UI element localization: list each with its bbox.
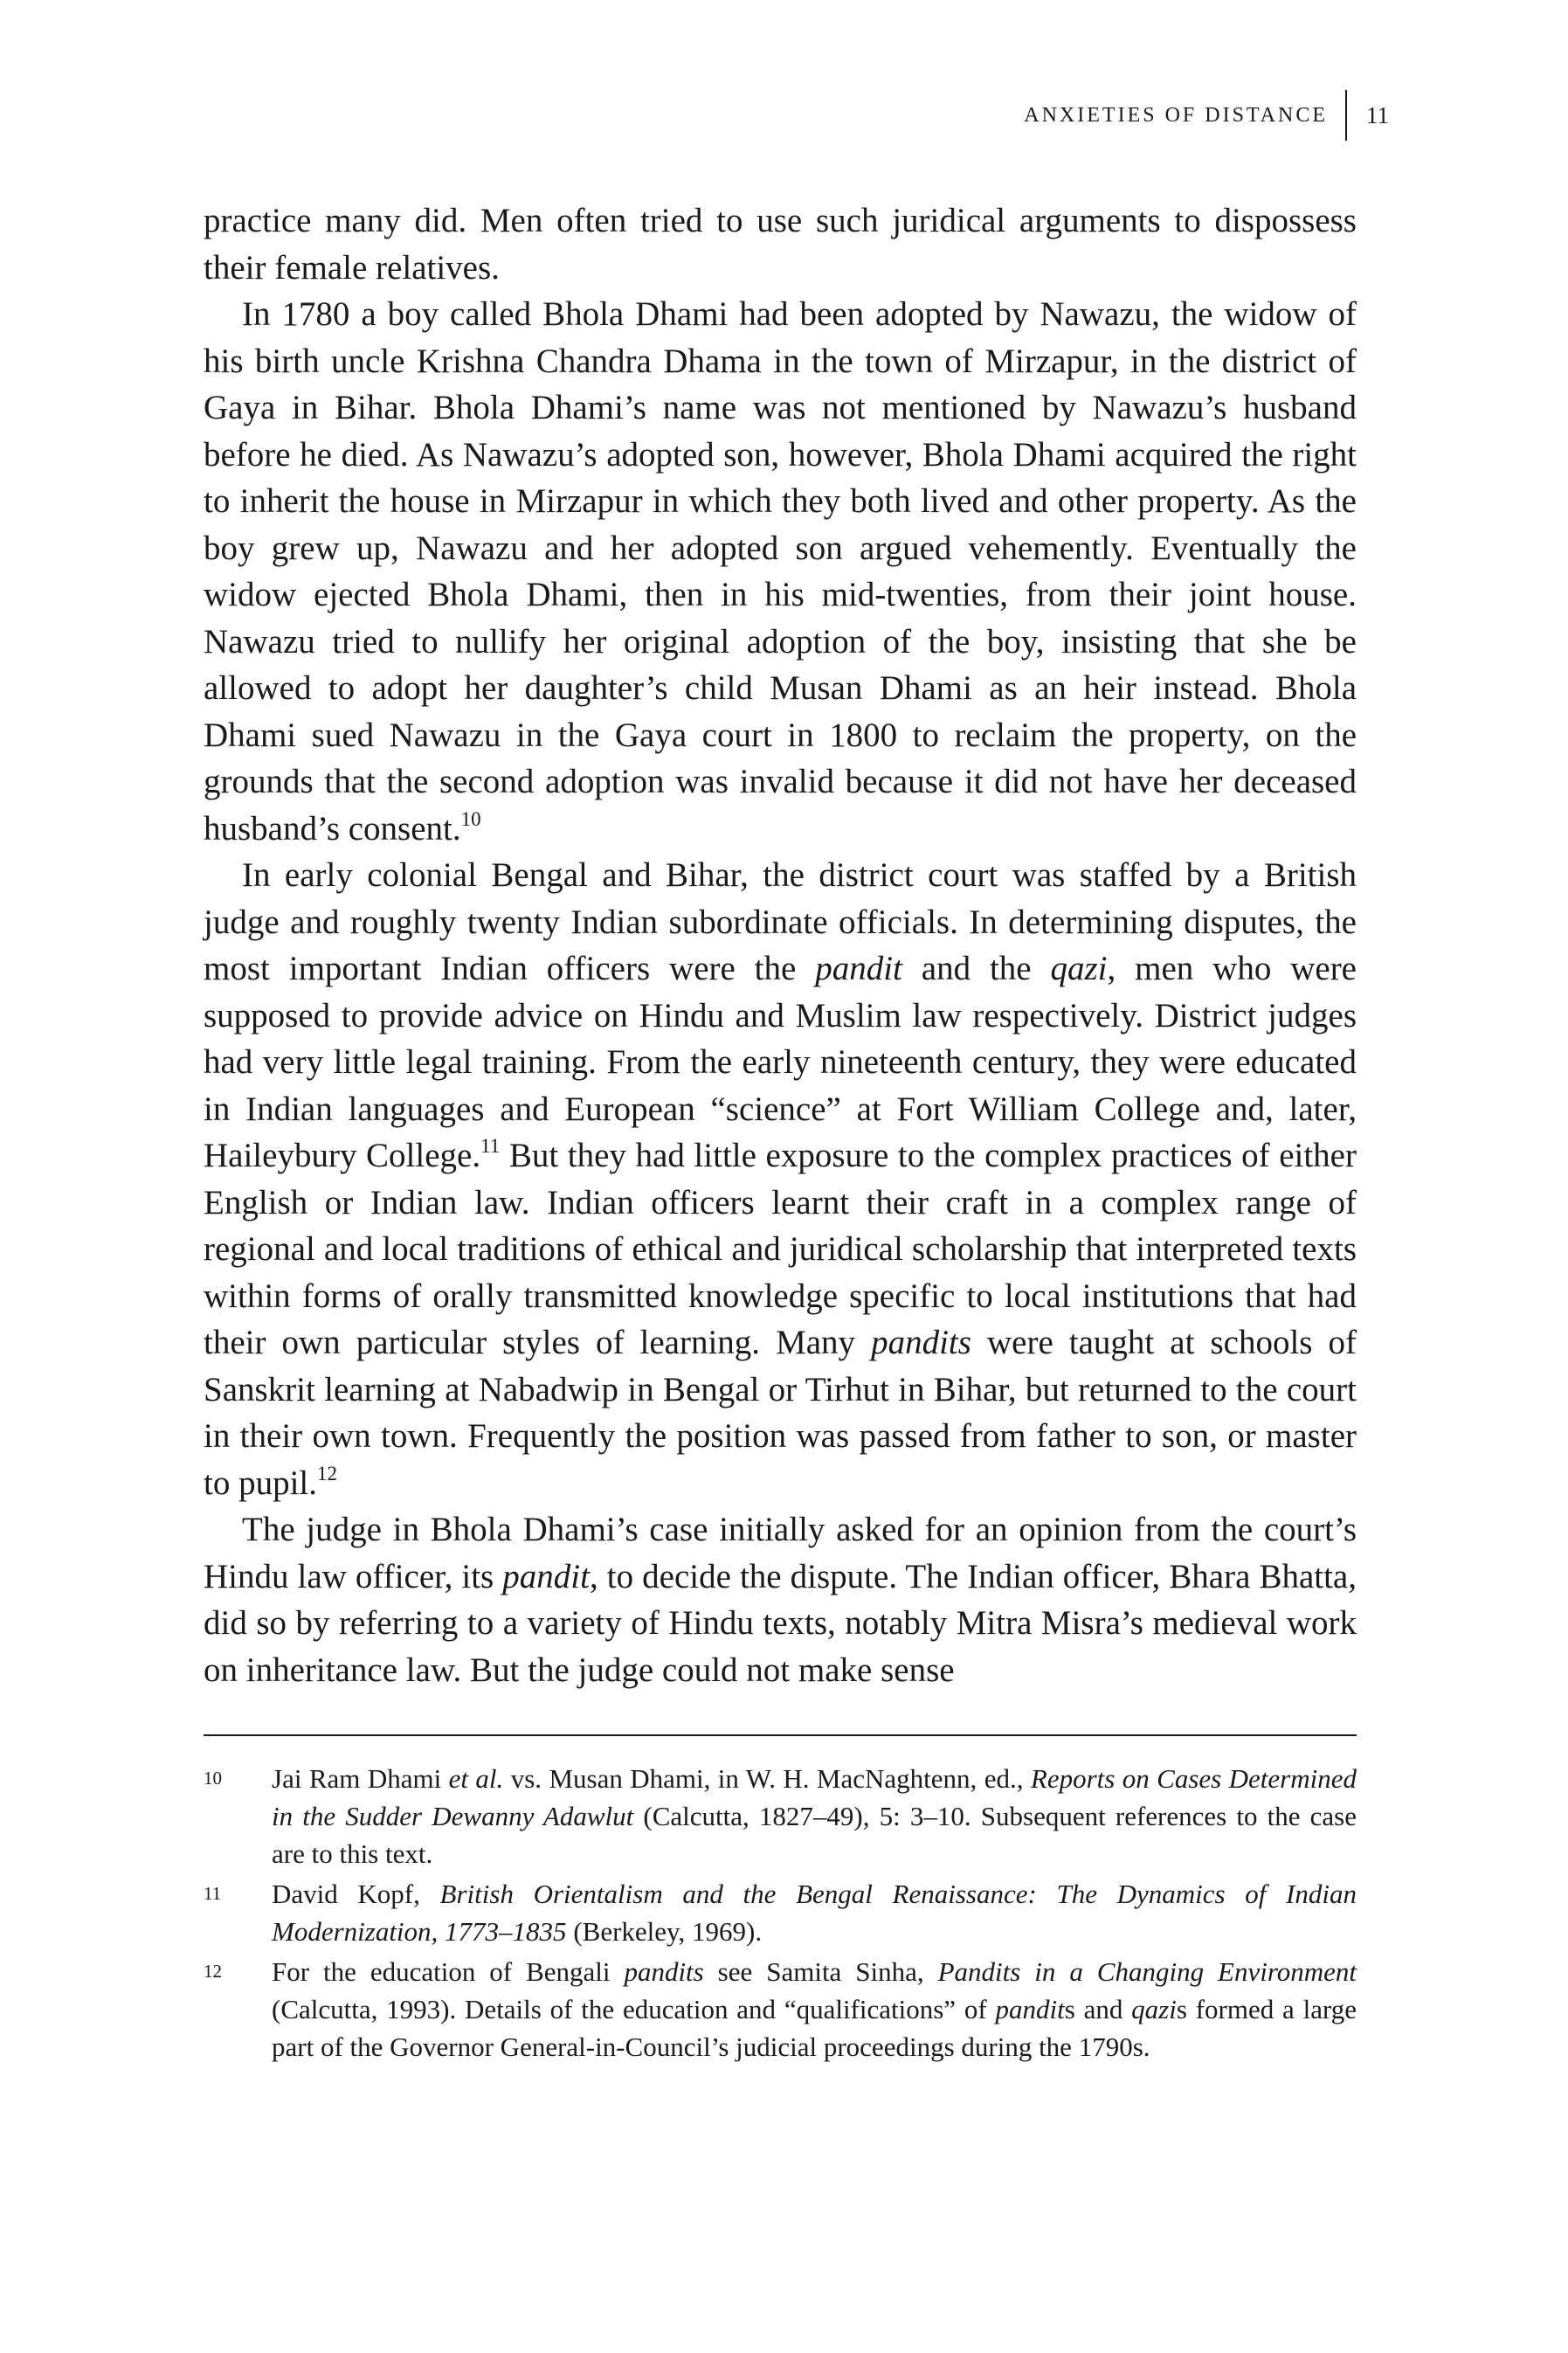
footnote-number: 10 — [204, 1768, 222, 1789]
footnote-10 — [204, 1760, 1357, 1872]
footnote-text: For the education of Bengali pandits see Samita Sinha, Pandits in a Changing Environment (Calcutta, 1993). Details of the education and “qualifications” of pandits and qazis formed a large part of the Governor General-in-Council’s judicial proceedings during the 1790s. — [272, 1956, 1357, 2062]
paragraph-3 — [204, 852, 1357, 1506]
footnote-text: David Kopf, British Orientalism and the Bengal Renaissance: The Dynamics of Indian Modernization, 1773–1835 (Berkeley, 1969). — [272, 1879, 1357, 1947]
paragraph-text: , to decide the dispute. The Indian officer, Bhara Bhatta, did so by referring to a variety of Hindu texts, notably Mitra Misra’s medieval work on inheritance law. But the judge could not make sense — [204, 1557, 1357, 1689]
footnote-number: 12 — [204, 1961, 222, 1982]
footnote-separator — [204, 1734, 1357, 1736]
italic-term: pandits — [871, 1324, 971, 1361]
paragraph-1 — [204, 197, 1357, 291]
footnote-12 — [204, 1953, 1357, 2066]
footnotes — [204, 1760, 1357, 2068]
paragraph-2 — [204, 291, 1357, 852]
paragraph-text: The judge in Bhola Dhami’s case initially asked for an opinion from the court’s Hindu law officer, its — [204, 1511, 1357, 1595]
footnote-ref-10[interactable]: 10 — [460, 807, 481, 830]
paragraph-4 — [204, 1506, 1357, 1693]
running-title: ANXIETIES OF DISTANCE — [1024, 103, 1328, 127]
body-text — [204, 197, 1357, 1693]
footnote-ref-12[interactable]: 12 — [317, 1462, 338, 1484]
paragraph-text: But they had little exposure to the complex practices of either English or Indian law. Indian officers learnt their craft in a complex range of regional and local traditions of ethical and juridical scholarship that interpreted texts within forms of orally transmitted knowledge specific to local institutions that had their own particular styles of learning. Many — [204, 1137, 1357, 1361]
paragraph-text: In early colonial Bengal and Bihar, the district court was staffed by a British judge and roughly twenty Indian subordinate officials. In determining disputes, the most important Indian officers were the — [204, 856, 1357, 987]
paragraph-text: In 1780 a boy called Bhola Dhami had been adopted by Nawazu, the widow of his birth uncle Krishna Chandra Dhama in the town of Mirzapur, in the district of Gaya in Bihar. Bhola Dhami’s name was not mentioned by Nawazu’s husband before he died. As Nawazu’s adopted son, however, Bhola Dhami acquired the right to inherit the house in Mirzapur in which they both lived and other property. As the boy grew up, Nawazu and her adopted son argued vehemently. Eventually the widow ejected Bhola Dhami, then in his mid-twenties, from their joint house. Nawazu tried to nullify her original adoption of the boy, insisting that she be allowed to adopt her daughter’s child Musan Dhami as an heir instead. Bhola Dhami sued Nawazu in the Gaya court in 1800 to reclaim the property, on the grounds that the second adoption was invalid because it did not have her deceased husband’s consent. — [204, 295, 1357, 848]
footnote-number: 11 — [204, 1883, 222, 1904]
paragraph-text: and the — [901, 950, 1051, 987]
page-number: 11 — [1366, 101, 1389, 128]
footnote-ref-11[interactable]: 11 — [480, 1135, 501, 1157]
italic-term: pandit — [502, 1557, 590, 1595]
italic-term: pandit — [815, 950, 902, 987]
italic-term: qazi — [1050, 950, 1108, 987]
running-head — [1024, 90, 1389, 141]
paragraph-text: were taught at schools of Sanskrit learning at Nabadwip in Bengal or Tirhut in Bihar, but returned to the court in their own town. Frequently the position was passed from father to son, or master to pupil. — [204, 1324, 1357, 1502]
footnote-text: Jai Ram Dhami et al. vs. Musan Dhami, in W. H. MacNaghtenn, ed., Reports on Cases Determined in the Sudder Dewanny Adawlut (Calcutta, 1827–49), 5: 3–10. Subsequent references to the case are to this text. — [272, 1763, 1357, 1869]
paragraph-text: , men who were supposed to provide advice on Hindu and Muslim law respectively. District judges had very little legal training. From the early nineteenth century, they were educated in Indian languages and European “science” at Fort William College and, later, Haileybury College. — [204, 950, 1357, 1174]
footnote-11 — [204, 1875, 1357, 1950]
paragraph-text: practice many did. Men often tried to use such juridical arguments to dispossess their female relatives. — [204, 202, 1357, 287]
